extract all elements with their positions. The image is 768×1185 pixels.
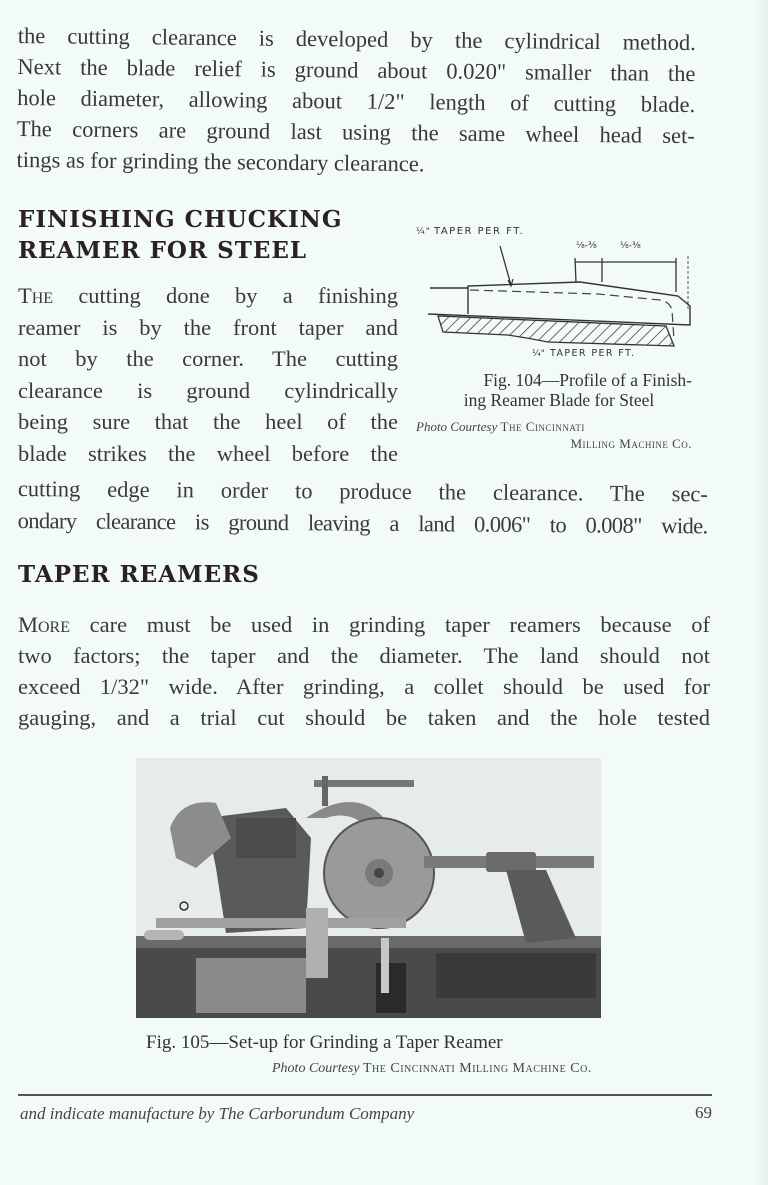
heading-line: REAMER FOR STEEL [18,237,308,264]
text-line: Next the blade relief is ground about 0.020" smaller than the [17,53,696,87]
svg-text:⅛-⅜: ⅛-⅜ [576,241,597,251]
text-line: blade strikes the wheel before the [18,440,398,466]
text-line: reamer is by the front taper and [18,314,398,340]
dropcap-word: More [18,612,71,637]
figure-105-credit: Photo Courtesy The Cincinnati Milling Machine Co. [272,1061,592,1076]
figure-105-caption: Fig. 105—Set-up for Grinding a Taper Reamer [146,1032,503,1053]
reamer-blade-profile-drawing [408,210,698,360]
text-line: exceed 1/32" wide. After grinding, a collet should be used for [18,674,710,699]
running-footer: and indicate manufacture by The Carborundum Company [20,1104,415,1123]
text-line: the cutting clearance is developed by the cylindrical method. [17,22,696,56]
text-line: The corners are ground last using the same wheel head set- [16,115,695,149]
section-heading-taper-reamers: TAPER REAMERS [18,561,260,588]
text-line: tings as for grinding the secondary clearance. [16,146,425,177]
section2-paragraph [18,609,710,733]
text-line: cutting edge in order to produce the clearance. The sec- [17,475,708,507]
text-line: clearance is ground cylindrically [18,377,398,403]
text-line: gauging, and a trial cut should be taken and the hole tested [18,705,710,730]
heading-line: FINISHING CHUCKING [18,206,343,233]
figure-104-diagram [408,210,698,360]
figure-105-photo [136,758,601,1018]
text-line: ondary clearance is ground leaving a land 0.006" to 0.008" wide. [17,507,708,539]
svg-text:¼": ¼" [532,349,545,359]
text-line: More care must be used in grinding taper reamers because of [18,612,710,637]
intro-paragraph [16,20,696,182]
section-heading-finishing-chucking-reamer [18,204,342,266]
svg-text:TAPER PER FT.: TAPER PER FT. [434,226,525,237]
svg-text:⅛-⅜: ⅛-⅜ [620,241,641,251]
footer-divider [18,1094,712,1096]
svg-text:TAPER PER FT.: TAPER PER FT. [550,348,636,359]
figure-104-caption: Fig. 104—Profile of a Finish- ing Reamer Blade for Steel [463,370,692,410]
page-edge-shadow [754,0,768,1185]
svg-text:¼": ¼" [416,227,431,237]
dropcap-word: The [18,283,54,308]
text-line: being sure that the heel of the [18,409,398,434]
text-line: not by the corner. The cutting [18,346,398,371]
figure-104-credit: Photo Courtesy The Cincinnati Milling Machine Co. [416,419,692,451]
text-line: two factors; the taper and the diameter. The land should not [18,643,710,668]
section1-paragraph [18,280,398,469]
grinding-machine-image [136,758,601,1018]
text-line: The cutting done by a finishing [18,283,398,308]
page-number: 69 [695,1103,712,1122]
text-line: hole diameter, allowing about 1/2" length of cutting blade. [17,84,696,118]
section1-continuation [17,473,707,542]
